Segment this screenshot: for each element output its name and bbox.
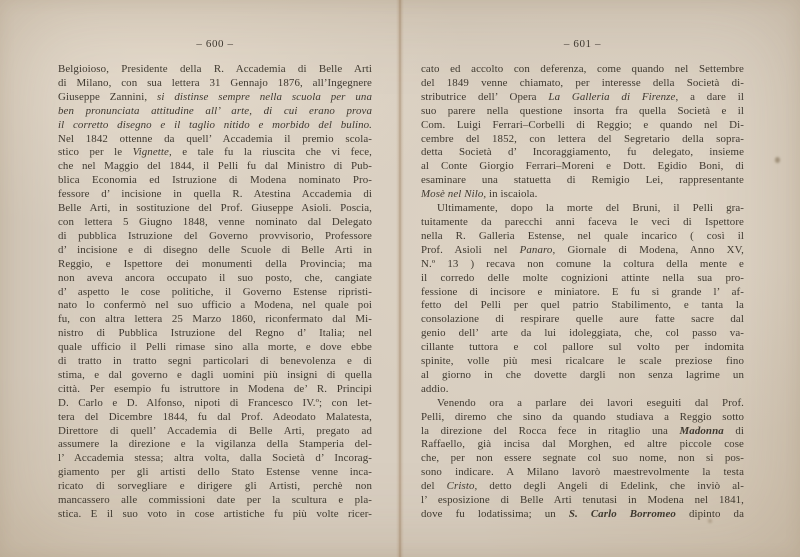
right-page-number: – 601 –	[563, 38, 602, 50]
text-line: mancassero alle commissioni date per la scultura e pla-	[58, 494, 372, 507]
text-line: fessione di incisore e miniatore. E fu sì grande l’ af-	[421, 285, 744, 298]
text-line: Nel 1842 ottenne da quell’ Accademia il premio scola-	[58, 132, 372, 145]
text-line: del 1849 venne chiamato, per interesse della Società di-	[421, 76, 744, 89]
text-line: sono indicare. A Milano lavorò maestrevolmente la testa	[421, 466, 744, 479]
text-line: Mosè nel Nilo, in iscaiola.	[421, 188, 538, 201]
left-page	[58, 38, 372, 522]
text-line: D. Carlo e D. Alfonso, nipoti di Francesco IV.º; con let-	[58, 396, 372, 409]
text-line: di Milano, con sua lettera 31 Gennajo 1876, all’Ingegnere	[58, 76, 372, 89]
paper-speck	[775, 157, 780, 163]
text-line: Reggio, e Ispettore dei monumenti della Provincia; ma	[58, 257, 372, 270]
text-line: la direzione del Rocca fece in ritaglio una Madonna di	[421, 424, 744, 437]
text-line: quale ufficio il Pelli rimase sino alla morte, e dove ebbe	[58, 341, 372, 354]
text-line: Venendo ora a parlare dei lavori eseguiti dal Prof.	[437, 396, 744, 409]
text-line: stributrice dell’ Opera La Galleria di Firenze, a dare il	[421, 90, 744, 103]
text-line: cillante tuttora e col pallore sul volto per indomita	[421, 341, 744, 354]
text-line: non aveva ancora occupato il suo posto, che, cangiate	[58, 271, 372, 284]
text-line: fetto del Pelli per quel patrio Stabilimento, e tanta la	[421, 299, 744, 312]
text-line: l’ Accademia stessa; altra volta, dalla Società d’ Incorag-	[58, 452, 372, 465]
text-line: Pelli, diremo che sino da quando studiava a Reggio sotto	[421, 410, 744, 423]
text-line: cato ed accolto con deferenza, come quando nel Settembre	[421, 63, 744, 75]
text-line: esaminare una statuetta di Remigio Lei, rappresentante	[421, 174, 744, 187]
text-line: cembre del 1852, con lettera del Segretario della sopra-	[421, 132, 744, 145]
text-line: Belle Arti, in sostituzione del Prof. Giuseppe Asioli. Poscia,	[58, 202, 372, 215]
text-line: d’ incisione e di disegno delle Scuole di Belle Arti in	[58, 243, 372, 256]
text-line: nella R. Galleria Estense, nel quale incarico ( così il	[421, 229, 744, 242]
text-line: dove fu lodatissima; un S. Carlo Borromeo dipinto da	[421, 508, 744, 520]
text-line: che, per non essere segnate col suo nome, non si pos-	[421, 452, 744, 465]
text-line: d’ aspetto le cose politiche, il Governo Estense ripristi-	[58, 285, 372, 298]
text-line: città. Per esempio fu istruttore in Modena de’ R. Principi	[58, 382, 372, 395]
text-line: genio dell’ arte da lui idoleggiata, che, col passo va-	[421, 327, 744, 340]
text-line: stico per le Vignette, e tale fu la riuscita che vi fece,	[58, 146, 372, 159]
text-line: stica. E il suo voto in cose artistiche fu più volte ricer-	[58, 508, 372, 520]
text-line: spinite, volle più mesi ricalcare le scale preziose fino	[421, 355, 744, 368]
text-line: di pubblica Istruzione del Governo provvisorio, Professore	[58, 229, 372, 242]
text-line: al Conte Giorgio Ferrari–Moreni e Dott. Egidio Boni, di	[421, 160, 744, 173]
left-page-number: – 600 –	[196, 38, 234, 50]
text-line: N.º 13 ) recava non comune la coltura della mente e	[421, 257, 744, 270]
text-line: addio.	[421, 382, 449, 395]
text-line: Raffaello, già incisa dal Morghen, ed altre piccole cose	[421, 438, 744, 451]
right-page-body	[421, 63, 744, 522]
text-line: l’ esposizione di Belle Arti tenutasi in Modena nel 1841,	[421, 494, 744, 507]
text-line: consolazione di respirare quelle aure fatte sacre dal	[421, 313, 744, 326]
text-line: stima, e dal governo e dagli uomini più insigni di quella	[58, 368, 372, 381]
text-line: Prof. Asioli nel Panaro, Giornale di Modena, Anno XV,	[421, 243, 744, 256]
text-line: fessore d’ incisione in quella R. Atestina Accademia di	[58, 188, 372, 201]
text-line: Belgioioso, Presidente della R. Accademia di Belle Arti	[58, 63, 372, 75]
text-line: al giorno in che dovette dargli non senza lagrime un	[421, 368, 744, 381]
text-line: Com. Luigi Ferrari–Corbelli di Reggio; e quando nel Di-	[421, 118, 744, 131]
left-page-body	[58, 63, 372, 522]
text-line: tuitamente da parecchi anni faceva le veci di Ispettore	[421, 215, 744, 228]
text-line: ben pronunciata attitudine all’ arte, di cui erano prova	[58, 104, 372, 117]
text-line: detta Società d’ Incoraggiamento, fu delegato, insieme	[421, 146, 744, 159]
right-page	[421, 38, 744, 522]
text-line: del Cristo, detto degli Angeli di Edelink, che inviò al-	[421, 480, 744, 493]
gutter-fold	[396, 0, 404, 557]
text-line: di tratto in tratto segni particolari di benevolenza e di	[58, 355, 372, 368]
text-line: nato lo confermò nel suo ufficio a Modena, nel quale poi	[58, 299, 372, 312]
text-line: tera del Dicembre 1844, fu dal Prof. Adeodato Malatesta,	[58, 410, 372, 423]
text-line: il corretto disegno e il taglio nitido e morbido del bulino.	[58, 118, 372, 131]
text-line: Ultimamente, dopo la morte del Bruni, il Pelli gra-	[437, 202, 744, 215]
text-line: fu, con altra lettera 25 Marzo 1860, riconfermato dal Mi-	[58, 313, 372, 326]
text-line: Giuseppe Zannini, si distinse sempre nella scuola per una	[58, 90, 372, 103]
text-line: il corredo delle molte cognizioni attinte nella sua pro-	[421, 271, 744, 284]
text-line: assumere la direzione e la vigilanza della Stamperia del-	[58, 438, 372, 451]
text-line: suo parere nella questione insorta fra quella Società e il	[421, 104, 744, 117]
text-line: giamento per gli artisti dello Stato Estense venne inca-	[58, 466, 372, 479]
text-line: nistro di Pubblica Istruzione del Regno d’ Italia; nel	[58, 327, 372, 340]
text-line: con lettera 5 Giugno 1848, venne nominato dal Delegato	[58, 215, 372, 228]
text-line: blica Economia ed Istruzione di Modena nominato Pro-	[58, 174, 372, 187]
text-line: ricato di sorvegliare e dirigere gli Artisti, perchè non	[58, 480, 372, 493]
text-line: che nel Maggio del 1844, il Pelli fu dal Ministro di Pub-	[58, 160, 372, 173]
text-line: Direttore di quell’ Accademia di Belle Arti, pregato ad	[58, 424, 372, 437]
